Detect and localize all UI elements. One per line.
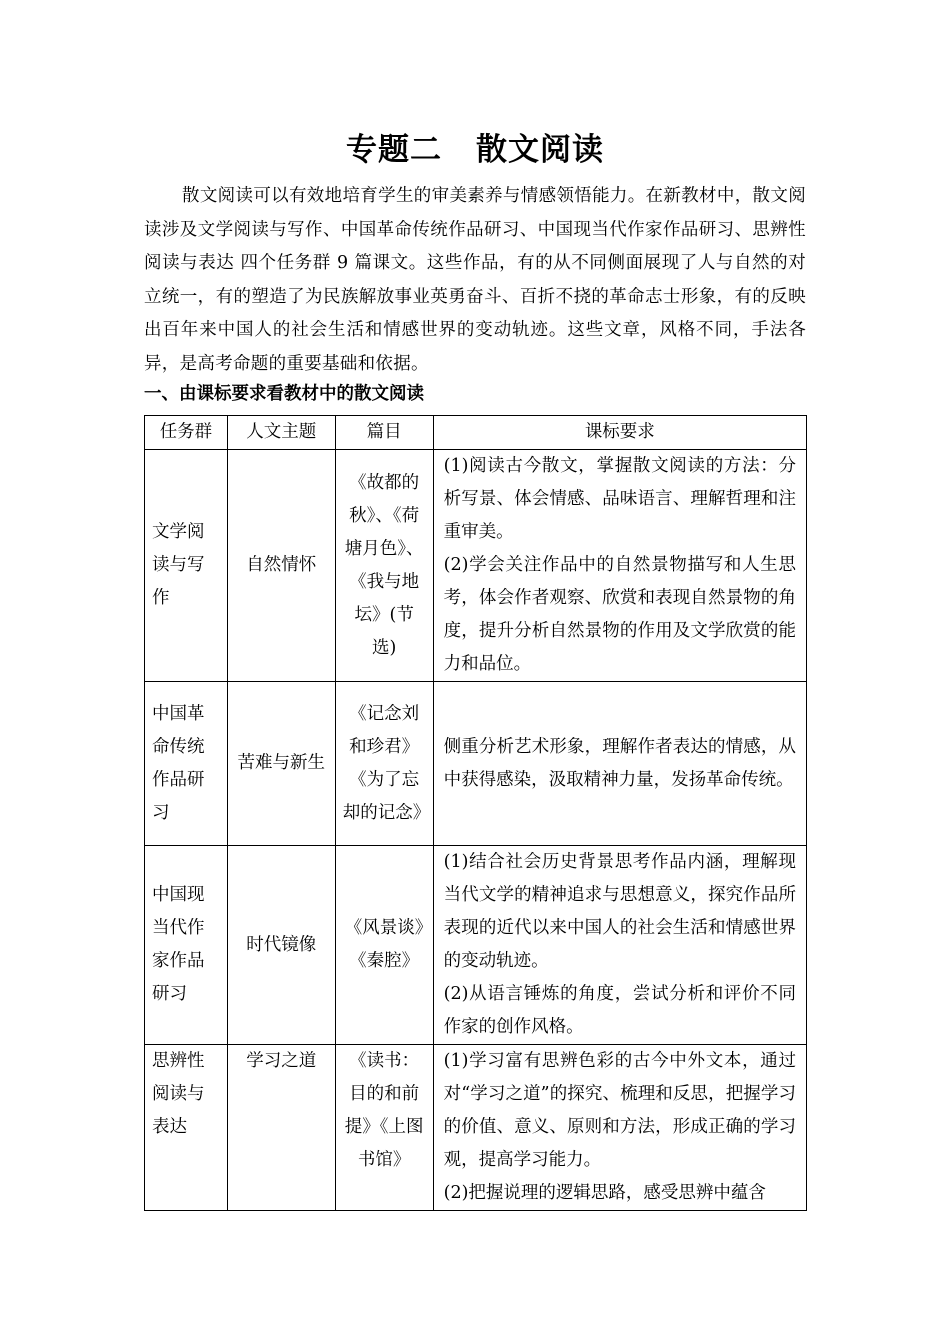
requirement-2: (2)学会关注作品中的自然景物描写和人生思考，体会作者观察、欣赏和表现自然景物的角度，提升分析自然景物的作用及文学欣赏的能力和品位。 [443,555,796,674]
intro-paragraph: 散文阅读可以有效地培育学生的审美素养与情感领悟能力。在新教材中，散文阅读涉及文学阅读与写作、中国革命传统作品研习、中国现当代作家作品研习、思辨性阅读与表达 四个任务群 9 篇课文。这些作品，有的从不同侧面展现了人与自然的对立统一，有的塑造了为民族解放事业英勇奋斗、百折不挠的革命志士形象，有的反映出百年来中国人的社会生活和情感世界的变动轨迹。这些文章，风格不同，手法各异，是高考命题的重要基础和依据。 [144,186,806,374]
header-texts: 篇目 [335,416,433,450]
cell-requirements [433,1045,806,1211]
header-theme: 人文主题 [227,416,335,450]
requirement-2: (2)把握说理的逻辑思路，感受思辨中蕴含 [443,1183,766,1203]
curriculum-table [144,415,807,1211]
cell-group: 中国现当代作家作品研习 [145,846,228,1045]
title-part2: 散文阅读 [476,132,604,168]
page-title [0,124,950,169]
table-row [145,450,807,682]
cell-requirements [433,846,806,1045]
table-row [145,1045,807,1211]
cell-texts: 《风景谈》《秦腔》 [335,846,433,1045]
requirement-1: 侧重分析艺术形象，理解作者表达的情感，从中获得感染，汲取精神力量，发扬革命传统。 [443,736,796,790]
cell-theme: 学习之道 [227,1045,335,1211]
cell-group: 中国革命传统作品研习 [145,682,228,846]
header-group: 任务群 [145,416,228,450]
cell-texts: 《记念刘和珍君》《为了忘却的记念》 [335,682,433,846]
header-requirements: 课标要求 [433,416,806,450]
title-part1: 专题二 [346,132,442,168]
cell-theme: 时代镜像 [227,846,335,1045]
requirement-1: (1)学习富有思辨色彩的古今中外文本，通过对“学习之道”的探究、梳理和反思，把握学习的价值、意义、原则和方法，形成正确的学习观，提高学习能力。 [443,1051,796,1170]
table-row [145,682,807,846]
cell-group: 思辨性阅读与表达 [145,1045,228,1211]
table-header-row [145,416,807,450]
cell-texts: 《读书：目的和前提》《上图书馆》 [335,1045,433,1211]
cell-texts: 《故都的秋》、《荷塘月色》、《我与地坛》(节选) [335,450,433,682]
cell-theme: 自然情怀 [227,450,335,682]
cell-theme: 苦难与新生 [227,682,335,846]
table-row [145,846,807,1045]
requirement-1: (1)结合社会历史背景思考作品内涵，理解现当代文学的精神追求与思想意义，探究作品所表现的近代以来中国人的社会生活和情感世界的变动轨迹。 [443,852,796,971]
requirement-1: (1)阅读古今散文，掌握散文阅读的方法：分析写景、体会情感、品味语言、理解哲理和注重审美。 [443,456,796,542]
cell-requirements [433,682,806,846]
cell-group: 文学阅读与写作 [145,450,228,682]
section-heading: 一、由课标要求看教材中的散文阅读 [144,384,424,404]
cell-requirements [433,450,806,682]
requirement-2: (2)从语言锤炼的角度，尝试分析和评价不同作家的创作风格。 [443,984,796,1037]
